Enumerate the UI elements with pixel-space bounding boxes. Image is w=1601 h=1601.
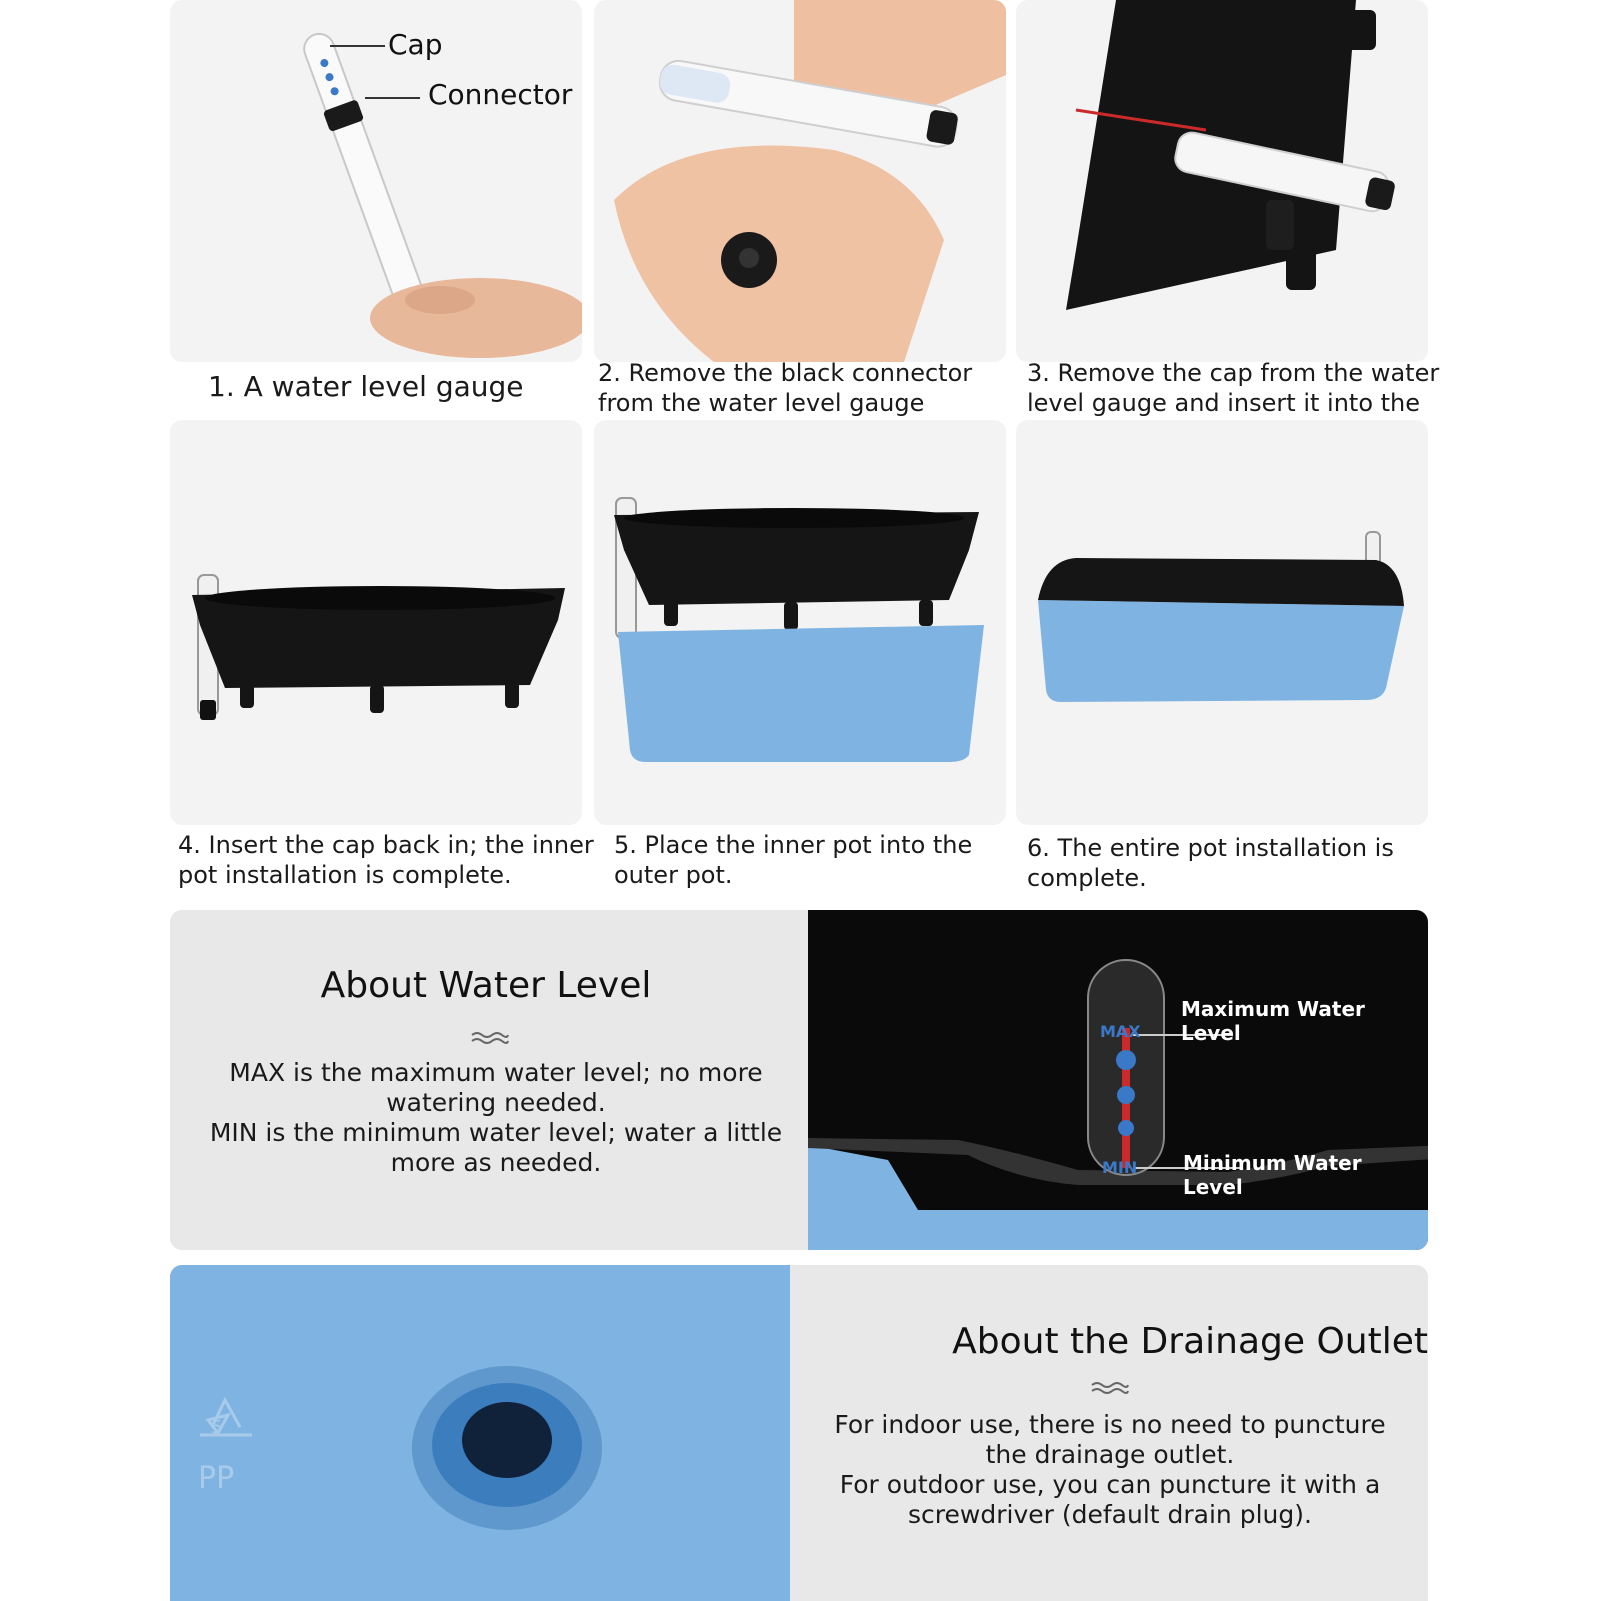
water-level-text: MAX is the maximum water level; no more watering needed. MIN is the minimum water level; water a little more as needed. bbox=[209, 1058, 783, 1177]
step-1-image bbox=[170, 0, 582, 362]
water-level-info bbox=[170, 910, 1428, 1250]
drain-hole-illustration bbox=[170, 1265, 790, 1601]
inner-pot-illustration bbox=[170, 420, 582, 825]
step-1-caption: 1. A water level gauge bbox=[208, 370, 524, 403]
wave-divider-icon bbox=[470, 1030, 510, 1048]
drainage-text: For indoor use, there is no need to puncture the drainage outlet. For outdoor use, you can puncture it with a screwdriver (default drain plug). bbox=[834, 1410, 1386, 1529]
connector-leader-line bbox=[365, 97, 420, 99]
inner-into-outer-pot-illustration bbox=[594, 420, 1006, 825]
drainage-photo bbox=[170, 1265, 790, 1601]
hands-illustration bbox=[594, 0, 1006, 362]
step-3-caption: 3. Remove the cap from the water level gauge and insert it into the bbox=[1027, 359, 1440, 417]
gauge-closeup-illustration bbox=[808, 910, 1428, 1250]
cap-leader-line bbox=[330, 45, 385, 47]
recycle-number: 5 bbox=[211, 1417, 223, 1438]
complete-pot-illustration bbox=[1016, 420, 1428, 825]
water-level-title: About Water Level bbox=[320, 965, 652, 1006]
wave-divider-icon bbox=[1090, 1380, 1130, 1398]
gauge-max-mark: MAX bbox=[1100, 1022, 1141, 1041]
step-5-caption: 5. Place the inner pot into the outer pot. bbox=[614, 831, 973, 889]
recycle-material: PP bbox=[198, 1461, 235, 1496]
step-6-image bbox=[1016, 420, 1428, 825]
step-4-caption: 4. Insert the cap back in; the inner pot installation is complete. bbox=[178, 831, 594, 889]
step-4-image bbox=[170, 420, 582, 825]
min-water-level-label: Minimum Water Level bbox=[1183, 1151, 1362, 1199]
gauge-min-mark: MIN bbox=[1102, 1158, 1138, 1177]
inner-pot-underside-illustration bbox=[1016, 0, 1428, 362]
drainage-info bbox=[170, 1265, 1428, 1601]
step-2-caption: 2. Remove the black connector from the water level gauge bbox=[598, 359, 973, 417]
connector-label: Connector bbox=[428, 78, 573, 111]
water-gauge-illustration bbox=[170, 0, 582, 362]
max-water-level-label: Maximum Water Level bbox=[1181, 997, 1365, 1045]
step-6-caption: 6. The entire pot installation is complete. bbox=[1027, 834, 1394, 892]
cap-label: Cap bbox=[388, 28, 443, 61]
drainage-title: About the Drainage Outlet bbox=[952, 1321, 1428, 1362]
step-3-image bbox=[1016, 0, 1428, 362]
step-2-image bbox=[594, 0, 1006, 362]
step-5-image bbox=[594, 420, 1006, 825]
water-level-photo bbox=[808, 910, 1428, 1250]
